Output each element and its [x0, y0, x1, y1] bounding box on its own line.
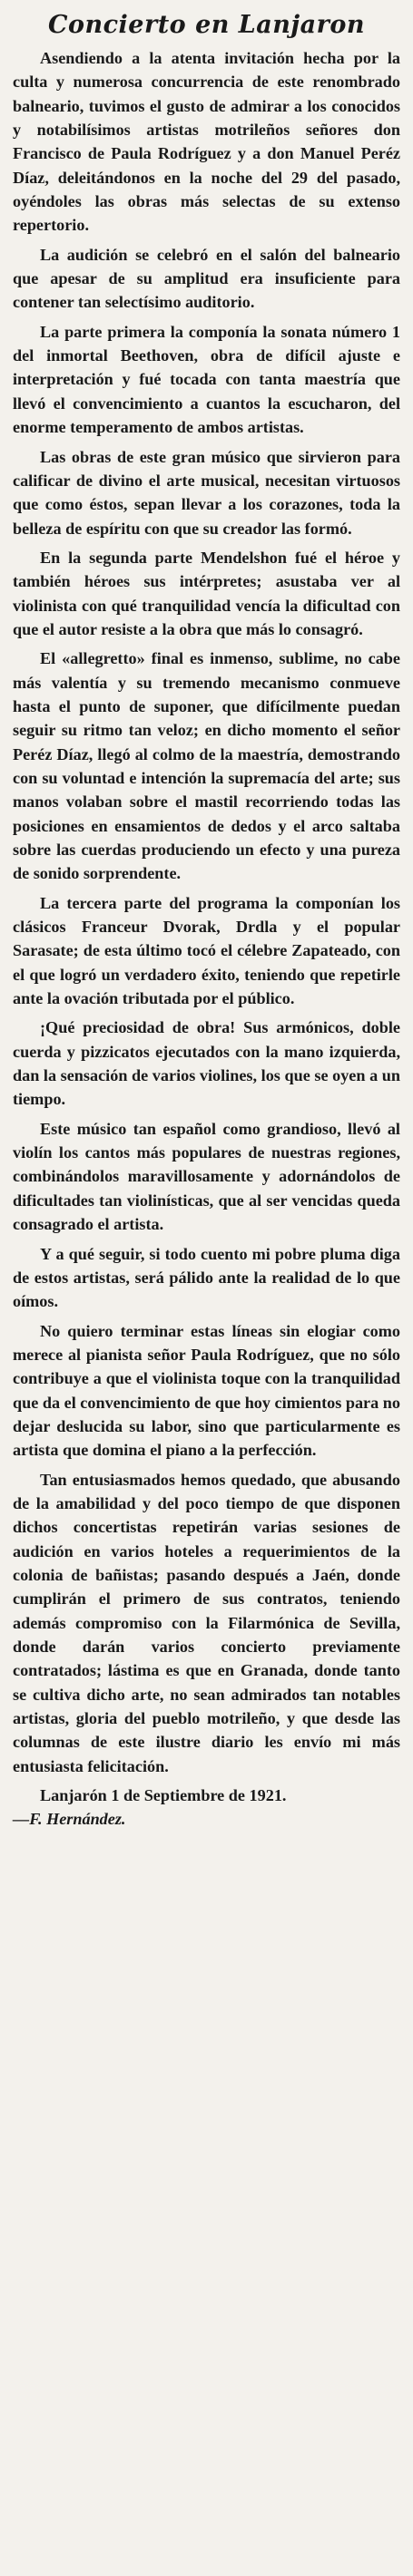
paragraph-sarasate: Este músico tan español como grandioso, llevó al violín los cantos más populares de nuestras regiones, combinándolos maravillosamente y adornándolos de dificultades tan violinísticas, que al ser vencidas queda consagrado el artista. [13, 1119, 400, 1234]
paragraph-tour: Tan entusiasmados hemos quedado, que abusando de la amabilidad y del poco tiempo de que disponen dichos concertistas repetirán varias sesiones de audición en varios hoteles a requerimientos de la colonia de bañistas; pasando después a Jaén, donde cumplirán el primero de sus contratos, teniendo además compromiso con la Filarmónica de Sevilla, donde darán varios concierto previamente contratados; lástima es que en Granada, donde tanto se cultiva dicho arte, no sean admirados tan notables artistas, gloria del pueblo motrileño, y que desde las columnas de este ilustre diario les envío mi más entusiasta felicitación. [13, 1470, 400, 1775]
paragraph-pale-pen: Y a qué seguir, si todo cuento mi pobre pluma diga de estos artistas, será pálido ante la realidad de lo que oímos. [13, 1244, 400, 1311]
paragraph-great-musician: Las obras de este gran músico que sirvieron para calificar de divino el arte musical, necesitan virtuosos que como éstos, sepan llevar a los corazones, toda la belleza de espíritu con que su creador las formó. [13, 447, 400, 538]
paragraph-allegretto: El «allegretto» final es inmenso, sublime, no cabe más valentía y su tremendo mecanismo conmueve hasta el punto de suponer, que difícilmente puedan seguir su ritmo tan veloz; en dicho momento el señor Peréz Díaz, llegó al colmo de la maestría, demostrando con su voluntad e intención la supremacía del arte; sus manos volaban sobre el mastil recorriendo todas las posiciones en ensamientos de dedos y el arco saltaba sobre las cuerdas produciendo un efecto y una pureza de sonido sorprendente. [13, 649, 400, 883]
dateline: Lanjarón 1 de Septiembre de 1921. [40, 1786, 287, 1805]
paragraph-beethoven: La parte primera la componía la sonata número 1 del inmortal Beethoven, obra de difícil ajuste e interpretación y fué tocada con tanta maestría que llevó el convencimiento a cuantos la escucharon, del enorme temperamento de ambos artistas. [13, 322, 400, 437]
paragraph-zapateado: ¡Qué preciosidad de obra! Sus armónicos, doble cuerda y pizzicatos ejecutados con la mano izquierda, dan la sensación de varios violines, los que se oyen a un tiempo. [13, 1018, 400, 1109]
article-body [13, 46, 400, 1778]
paragraph-mendelssohn: En la segunda parte Mendelshon fué el héroe y también héroes sus intérpretes; asustaba ver al violinista con qué tranquilidad vencía la dificultad con que el autor resiste a la obra que más lo consagró. [13, 548, 400, 638]
paragraph-third-part: La tercera parte del programa la componían los clásicos Franceur Dvorak, Drdla y el popular Sarasate; de esta último tocó el célebre Zapateado, con el que logró un verdadero éxito, teniendo que repetirle ante la ovación tributada por el público. [13, 893, 400, 1008]
author-signature: —F. Hernández. [13, 1810, 126, 1829]
headline: Concierto en Lanjaron [47, 11, 366, 39]
paragraph-invitation: Asendiendo a la atenta invitación hecha por la culta y numerosa concurrencia de este renombrado balneario, tuvimos el gusto de admirar a los conocidos y notabilísimos artistas motrileños señores don Francisco de Paula Rodríguez y a don Manuel Peréz Díaz, deleitándonos en la noche del 29 del pasado, oyéndoles las obras más selectas de su extenso repertorio. [13, 49, 400, 235]
paragraph-pianist: No quiero terminar estas líneas sin elogiar como merece al pianista señor Paula Rodríguez, que no sólo contribuye a que el violinista toque con la tranquilidad que da el convencimiento de que hoy cimientos para no dejar deslucida su labor, sino que particularmente es artista que domina el piano a la perfección. [13, 1321, 400, 1460]
paragraph-venue: La audición se celebró en el salón del balneario que apesar de su amplitud era insuficiente para contener tan selectísimo auditorio. [13, 245, 400, 312]
